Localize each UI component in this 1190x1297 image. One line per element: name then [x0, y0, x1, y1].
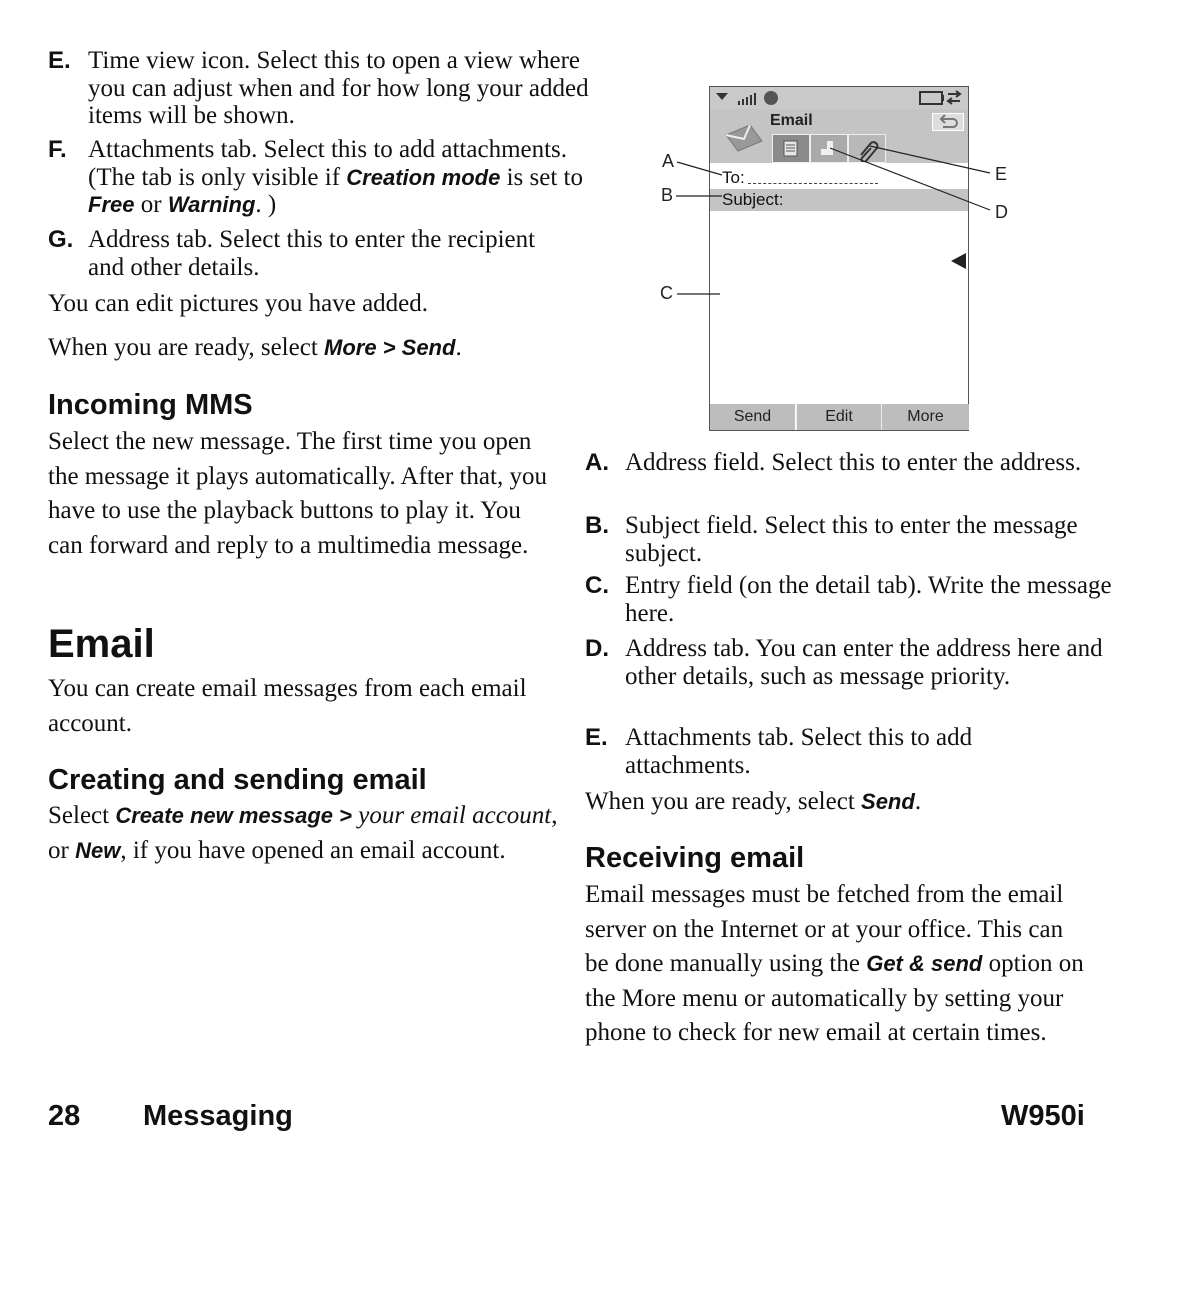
- more-send-term: More > Send: [324, 335, 456, 360]
- list-text: . ): [255, 191, 277, 218]
- list-item-e-right: [585, 724, 1085, 779]
- text: .: [455, 334, 462, 361]
- section-name: Messaging: [143, 1100, 293, 1132]
- list-letter: D.: [585, 635, 609, 662]
- send-term: Send: [861, 789, 915, 814]
- creation-mode-term: Creation mode: [346, 164, 501, 190]
- list-text: Attachments tab. Select this to add attachments.: [625, 724, 973, 779]
- softkey-more[interactable]: More: [881, 404, 969, 430]
- callout-e: E: [995, 164, 1008, 184]
- text: Select: [48, 802, 116, 829]
- list-text: Address tab. Select this to enter the recipient and other details.: [88, 226, 536, 281]
- paragraph-edit: You can edit pictures you have added.: [48, 290, 429, 317]
- list-text: Attachments tab. Select this to add attachments. (The tab is only visible if: [88, 136, 568, 191]
- list-text: Time view icon. Select this to open a view where you can adjust when and for how long your added items will be shown.: [88, 47, 589, 129]
- list-item-b: [585, 512, 1085, 567]
- list-text: is set to: [500, 163, 583, 191]
- callout-b: B: [661, 185, 674, 205]
- list-letter: F.: [48, 136, 67, 163]
- text: , if you have opened an email account.: [120, 836, 506, 864]
- list-item-d: [585, 635, 1105, 690]
- paragraph-email: You can create email messages from each email account.: [48, 675, 527, 737]
- softkey-edit[interactable]: Edit: [796, 404, 881, 430]
- list-item-c: [585, 572, 1115, 627]
- callout-c: C: [660, 283, 673, 303]
- text: .: [914, 788, 922, 815]
- text: , or: [48, 802, 558, 864]
- model-name: W950i: [1001, 1100, 1085, 1132]
- free-term: Free: [88, 192, 135, 217]
- list-letter: E.: [48, 47, 71, 74]
- warning-term: Warning: [167, 192, 256, 217]
- list-text: or: [134, 191, 168, 218]
- app-title: Email: [770, 112, 813, 129]
- callout-a: A: [662, 151, 675, 171]
- list-text: Address field. Select this to enter the address.: [625, 449, 1082, 476]
- softkey-send[interactable]: Send: [710, 404, 795, 430]
- text: Email messages must be fetched from the email server on the Internet or at your office. This can be done manually using the: [585, 881, 1064, 977]
- paragraph-ready-right: [585, 785, 1095, 820]
- list-letter: B.: [585, 512, 609, 539]
- new-term: New: [75, 837, 121, 863]
- callout-line-d: [830, 148, 990, 210]
- paragraph-receiving: [585, 878, 1090, 1051]
- list-text: Address tab. You can enter the address here and other details, such as message priority.: [625, 635, 1103, 690]
- to-label: To:: [722, 168, 745, 187]
- page-number: 28: [48, 1100, 81, 1132]
- heading-incoming-mms: Incoming MMS: [48, 389, 253, 421]
- text: When you are ready, select: [585, 788, 862, 815]
- list-letter: E.: [585, 724, 608, 751]
- heading-creating: Creating and sending email: [48, 764, 427, 796]
- heading-email: Email: [48, 622, 155, 666]
- your-email-account-term: your email account: [351, 802, 552, 829]
- callout-d: D: [995, 202, 1008, 222]
- list-letter: G.: [48, 226, 74, 253]
- callout-line-e: [870, 146, 990, 173]
- subject-label: Subject:: [722, 190, 784, 209]
- text: When you are ready, select: [48, 334, 325, 361]
- list-item-a: [585, 449, 1085, 477]
- list-text: Subject field. Select this to enter the message subject.: [625, 512, 1078, 567]
- list-letter: A.: [585, 449, 609, 476]
- create-new-message-term: Create new message >: [115, 803, 352, 828]
- paragraph-incoming: Select the new message. The first time you open the message it plays automatically. After that, you have to use the playback buttons to play it. You can forward and reply to a multimedia message.: [48, 428, 547, 559]
- list-letter: C.: [585, 572, 609, 599]
- get-send-term: Get & send: [866, 951, 983, 976]
- text: option on the More menu or automatically by setting your phone to check for new email at certain times.: [585, 950, 1084, 1046]
- list-text: Entry field (on the detail tab). Write the message here.: [625, 572, 1112, 627]
- callout-line-a: [677, 162, 722, 175]
- heading-receiving: Receiving email: [585, 842, 805, 874]
